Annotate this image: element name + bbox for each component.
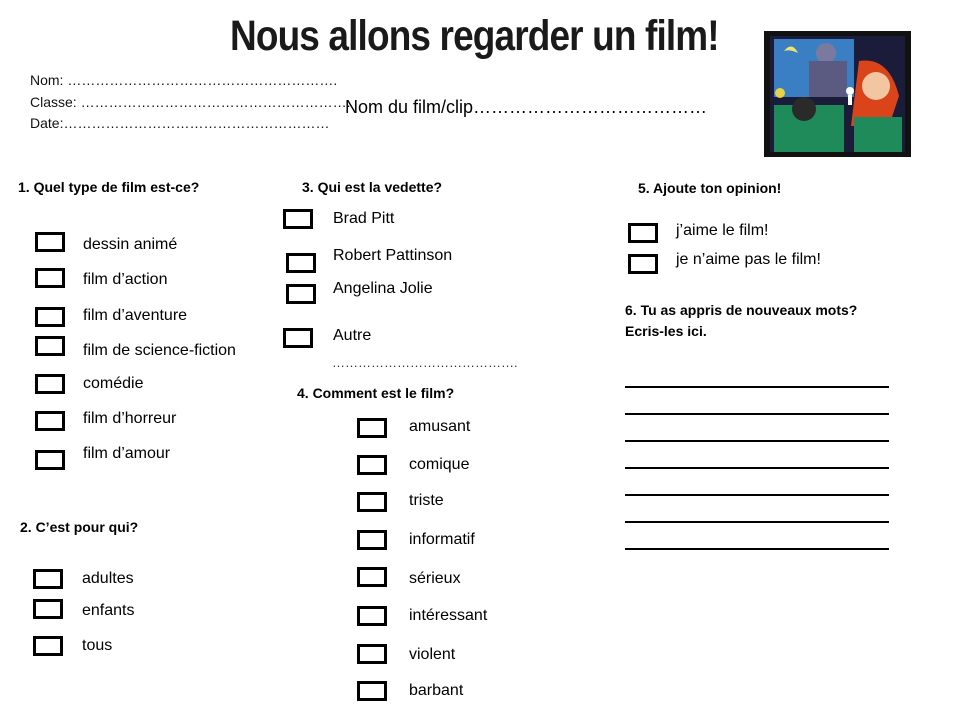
writing-line[interactable]	[625, 494, 889, 496]
writing-line[interactable]	[625, 548, 889, 550]
q4-option: triste	[409, 492, 444, 509]
checkbox-barbant[interactable]	[357, 681, 387, 701]
writing-line[interactable]	[625, 440, 889, 442]
q3-option: Brad Pitt	[333, 210, 395, 227]
writing-line[interactable]	[625, 386, 889, 388]
q3-option: Autre	[333, 327, 372, 344]
q4-heading: 4. Comment est le film?	[297, 385, 455, 401]
checkbox-triste[interactable]	[357, 492, 387, 512]
q1-option: dessin animé	[83, 236, 178, 253]
checkbox-adultes[interactable]	[33, 569, 63, 589]
writing-line[interactable]	[625, 413, 889, 415]
q1-option: comédie	[83, 375, 144, 392]
cinema-audience-clipart-icon	[764, 31, 911, 157]
checkbox-interessant[interactable]	[357, 606, 387, 626]
checkbox-tous[interactable]	[33, 636, 63, 656]
checkbox-film-amour[interactable]	[35, 450, 65, 470]
q4-option: sérieux	[409, 570, 461, 587]
q2-option: enfants	[82, 602, 135, 619]
checkbox-science-fiction[interactable]	[35, 336, 65, 356]
checkbox-comedie[interactable]	[35, 374, 65, 394]
q6-subheading: Ecris-les ici.	[625, 323, 707, 339]
q1-option: film d’horreur	[83, 410, 177, 427]
checkbox-comique[interactable]	[357, 455, 387, 475]
checkbox-informatif[interactable]	[357, 530, 387, 550]
checkbox-film-action[interactable]	[35, 268, 65, 288]
nom-field[interactable]: Nom: ………………………………………………….	[30, 72, 338, 88]
checkbox-jaime[interactable]	[628, 223, 658, 243]
q1-heading: 1. Quel type de film est-ce?	[18, 179, 200, 195]
q2-heading: 2. C’est pour qui?	[20, 519, 139, 535]
checkbox-robert-pattinson[interactable]	[286, 253, 316, 273]
checkbox-amusant[interactable]	[357, 418, 387, 438]
q2-option: adultes	[82, 570, 134, 587]
q4-option: barbant	[409, 682, 464, 699]
checkbox-brad-pitt[interactable]	[283, 209, 313, 229]
q1-option: film d’amour	[83, 445, 171, 462]
classe-field[interactable]: Classe: ………………………………………………….	[30, 94, 351, 110]
q1-option: film d’action	[83, 271, 168, 288]
writing-line[interactable]	[625, 467, 889, 469]
q3-heading: 3. Qui est la vedette?	[302, 179, 443, 195]
q4-option: informatif	[409, 531, 475, 548]
checkbox-dessin-anime[interactable]	[35, 232, 65, 252]
checkbox-autre[interactable]	[283, 328, 313, 348]
checkbox-serieux[interactable]	[357, 567, 387, 587]
autre-write-in-line[interactable]: …………………………………….	[332, 355, 518, 370]
checkbox-je-naime-pas[interactable]	[628, 254, 658, 274]
checkbox-film-horreur[interactable]	[35, 411, 65, 431]
q1-option: film de science-fiction	[83, 342, 236, 359]
q1-option: film d’aventure	[83, 307, 188, 324]
q5-option: j’aime le film!	[676, 222, 769, 239]
date-field[interactable]: Date:…………………………………………………	[30, 115, 330, 131]
q4-option: amusant	[409, 418, 471, 435]
q6-heading: 6. Tu as appris de nouveaux mots?	[625, 302, 858, 318]
q4-option: comique	[409, 456, 470, 473]
checkbox-angelina-jolie[interactable]	[286, 284, 316, 304]
page-title: Nous allons regarder un film!	[230, 12, 719, 60]
q4-option: intéressant	[409, 607, 488, 624]
q2-option: tous	[82, 637, 113, 654]
checkbox-film-aventure[interactable]	[35, 307, 65, 327]
q5-option: je n’aime pas le film!	[676, 251, 821, 268]
writing-line[interactable]	[625, 521, 889, 523]
q4-option: violent	[409, 646, 456, 663]
checkbox-violent[interactable]	[357, 644, 387, 664]
q3-option: Angelina Jolie	[333, 280, 433, 297]
q5-heading: 5. Ajoute ton opinion!	[638, 180, 782, 196]
checkbox-enfants[interactable]	[33, 599, 63, 619]
film-clip-field[interactable]: Nom du film/clip…………………………………	[345, 97, 708, 117]
q3-option: Robert Pattinson	[333, 247, 453, 264]
